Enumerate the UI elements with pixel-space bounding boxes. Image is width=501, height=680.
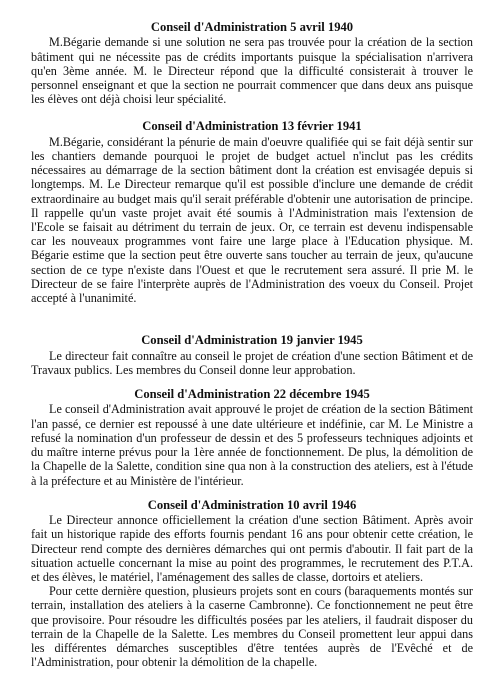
section-paragraph: M.Bégarie, considérant la pénurie de main d'oeuvre qualifiée qui se fait déjà sentir sur les chantiers demande pourquoi le projet de budget actuel n'inclut pas les crédits nécessaires au démarrage de la section bâtiment dont la création est envisagée depuis si longtemps. M. Le Directeur remarque qu'il est possible d'inclure une demande de crédit extraordinaire au budget mais qu'il serait préférable d'obtenir une autorisation de principe. Il rappelle qu'un vaste projet avait été soumis à l'Administration mais l'extension de l'Ecole se faisait au détriment du terrain de jeux. Or, ce terrain est devenu indispensable car les nouveaux programmes vont faire une large place à l'Education physique. M. Bégarie estime que la section peut être ouverte sans toucher au terrain de jeux, qu'aucune section de ce type n'existe dans l'Ouest et que le recrutement sera assuré. Il prie M. le Directeur de se faire l'interprète auprès de l'Administration des voeux du Conseil. Projet accepté à l'unanimité. — [31, 134, 473, 306]
minutes-section-1941 — [31, 119, 473, 305]
section-title: Conseil d'Administration 19 janvier 1945 — [141, 333, 363, 348]
minutes-section-dec-1945 — [31, 387, 473, 488]
section-title: Conseil d'Administration 10 avril 1946 — [147, 497, 357, 512]
section-paragraph: Le conseil d'Administration avait approuvé le projet de création de la section Bâtiment l'an passé, ce dernier est repoussé à une date ultérieure et indéfinie, car M. Le Ministre a refusé la nomination d'un professeur de dessin et des 5 professeurs techniques adjoints et du maître interne prévus pour la 1ère année de fonctionnement. De plus, la démolition de la Chapelle de la Salette, condition sine qua non à la construction des ateliers, est à l'étude à la préfecture et au Ministère de l'intérieur. — [31, 402, 473, 488]
minutes-section-1946 — [31, 498, 473, 670]
minutes-section-jan-1945 — [31, 333, 473, 377]
section-paragraph: Le directeur fait connaître au conseil le projet de création d'une section Bâtiment et de Travaux publics. Les membres du Conseil donne leur approbation. — [31, 348, 473, 377]
section-paragraph: M.Bégarie demande si une solution ne sera pas trouvée pour la création de la section bâtiment qui ne nécessite pas de crédits importants puisque la spécialisation n'arrivera qu'en 3ème année. M. le Directeur répond que la difficulté consisterait à trouver le personnel enseignant et que la section ne pourrait commencer que dans deux ans puisque les élèves ont déjà choisi leur spécialité. — [31, 35, 473, 107]
section-title: Conseil d'Administration 22 décembre 1945 — [134, 387, 370, 402]
section-paragraph: Le Directeur annonce officiellement la création d'une section Bâtiment. Après avoir fait un historique rapide des efforts fournis pendant 16 ans pour obtenir cette création, le Directeur rend compte des dernières démarches qui ont permis d'aboutir. Il fait part de la situation actuelle concernant la mise au point des programmes, le recrutement des P.T.A. et des élèves, le matériel, l'aménagement des salles de classe, dortoirs et ateliers. — [31, 513, 473, 584]
minutes-section-1940 — [31, 20, 473, 106]
section-title: Conseil d'Administration 5 avril 1940 — [150, 20, 354, 34]
section-paragraph: Pour cette dernière question, plusieurs projets sont en cours (baraquements montés sur terrain, installation des ateliers à la caserne Cambronne). Ce fonctionnement ne peut être que provisoire. Pour résoudre les difficultés posées par les ateliers, il faudrait disposer du terrain de la Chapelle de la Salette. Les membres du Conseil promettent leur appui dans les différentes démarches susceptibles d'être tentées auprès de l'Evêché et de l'Administration, pour obtenir la démolition de la chapelle. — [31, 584, 473, 670]
section-title: Conseil d'Administration 13 février 1941 — [142, 119, 362, 134]
